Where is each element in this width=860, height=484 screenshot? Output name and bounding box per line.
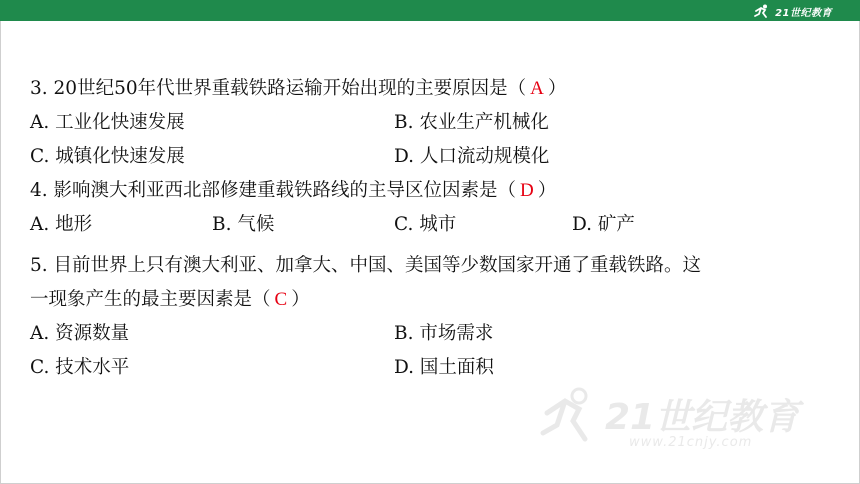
watermark-runner-icon [539, 387, 599, 443]
question-4-close: ） [537, 180, 557, 201]
question-5-option-b: B. 市场需求 [394, 323, 494, 344]
question-5-option-a: A. 资源数量 [30, 323, 130, 344]
question-4-option-b: B. 气候 [212, 214, 275, 235]
slide-frame [0, 21, 860, 484]
question-3-option-a: A. 工业化快速发展 [30, 112, 185, 133]
question-4-stem [30, 174, 556, 208]
watermark [539, 387, 829, 457]
watermark-url: www.21cnjy.com [629, 435, 753, 450]
question-3-answer: A [530, 78, 544, 99]
question-5-answer: C [274, 289, 288, 310]
question-4-text: 4. 影响澳大利亚西北部修建重载铁路线的主导区位因素是（ [30, 180, 517, 201]
question-4-answer: D [520, 180, 534, 201]
runner-icon [753, 4, 771, 18]
question-4-option-c: C. 城市 [394, 214, 457, 235]
question-5-stem-line2 [30, 283, 310, 317]
question-5-stem-line1: 5. 目前世界上只有澳大利亚、加拿大、中国、美国等少数国家开通了重载铁路。这 [30, 255, 702, 276]
question-5-close: ） [291, 289, 310, 310]
question-5-option-d: D. 国土面积 [394, 357, 494, 378]
question-3-text: 3. 20世纪50年代世界重载铁路运输开始出现的主要原因是（ [30, 78, 527, 99]
question-3-option-b: B. 农业生产机械化 [394, 112, 549, 133]
question-3-stem [30, 72, 566, 106]
question-3-option-c: C. 城镇化快速发展 [30, 146, 185, 167]
question-3-close: ） [547, 78, 567, 99]
watermark-text: 21世纪教育 [605, 397, 800, 438]
question-4-option-d: D. 矿产 [572, 214, 635, 235]
logo-text: 21世纪教育 [775, 7, 832, 19]
header-bar [0, 0, 860, 21]
question-4-option-a: A. 地形 [30, 214, 93, 235]
brand-logo [753, 3, 832, 19]
question-3-option-d: D. 人口流动规模化 [394, 146, 550, 167]
question-5-option-c: C. 技术水平 [30, 357, 130, 378]
question-5-text: 一现象产生的最主要因素是（ [30, 289, 271, 310]
